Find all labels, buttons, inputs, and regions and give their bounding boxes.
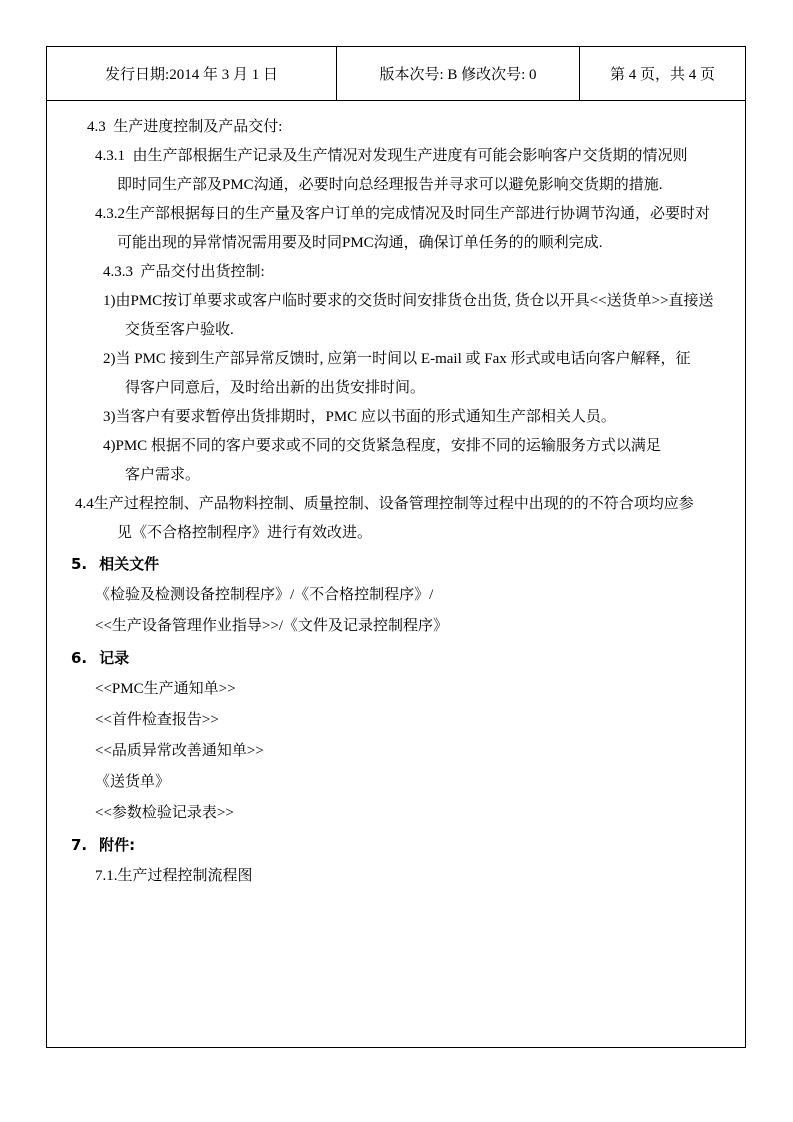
section-5-heading xyxy=(65,548,725,580)
document-page xyxy=(46,46,746,1048)
list-item-1-line2: 交货至客户验收. xyxy=(125,322,234,338)
header-version-cell xyxy=(337,47,580,100)
section-6-item: 《送货单》 xyxy=(95,774,171,790)
paragraph-4-3-2-line2: 可能出现的异常情况需用要及时同PMC沟通，确保订单任务的的顺利完成. xyxy=(117,235,603,251)
section-6-item: <<参数检验记录表>> xyxy=(95,805,234,821)
section-6-item: <<品质异常改善通知单>> xyxy=(95,743,264,759)
section-6-item: <<首件检查报告>> xyxy=(95,712,219,728)
header-issue-date-cell xyxy=(47,47,337,100)
section-7-item: 7.1.生产过程控制流程图 xyxy=(95,868,253,884)
list-item-2-line2: 得客户同意后，及时给出新的出货安排时间。 xyxy=(125,380,426,396)
section-5-item: <<生产设备管理作业指导>>/《文件及记录控制程序》 xyxy=(95,618,449,634)
section-6-item: <<PMC生产通知单>> xyxy=(95,681,236,697)
header-page-text: 第 4 页，共 4 页 xyxy=(609,67,715,83)
paragraph-4-4-line2: 见《不合格控制程序》进行有效改进。 xyxy=(117,525,373,541)
paragraph-4-3-title: 4.3 生产进度控制及产品交付: xyxy=(87,119,283,135)
header-issue-date-text: 发行日期:2014 年 3 月 1 日 xyxy=(105,67,278,83)
paragraph-4-3-3-title: 4.3.3 产品交付出货控制: xyxy=(103,264,265,280)
list-item-3-line1: 3)当客户有要求暂停出货排期时，PMC 应以书面的形式通知生产部相关人员。 xyxy=(103,409,616,425)
document-body xyxy=(47,101,745,892)
section-7-number: 7. xyxy=(71,836,88,854)
section-5-number: 5. xyxy=(71,555,88,573)
list-item-4-line2: 客户需求。 xyxy=(125,467,201,483)
list-item-1-line1: 1)由PMC按订单要求或客户临时要求的交货时间安排货仓出货, 货仓以开具<<送货单>>直接送 xyxy=(103,293,714,309)
section-6-title: 记录 xyxy=(99,649,130,667)
section-5-title: 相关文件 xyxy=(99,555,160,573)
header-page-cell xyxy=(580,47,745,100)
section-6-heading xyxy=(65,642,725,674)
section-5-item: 《检验及检测设备控制程序》/《不合格控制程序》/ xyxy=(95,587,434,603)
paragraph-4-3-1-line1: 4.3.1 由生产部根据生产记录及生产情况对发现生产进度有可能会影响客户交货期的情况则 xyxy=(95,148,688,164)
paragraph-4-3-2-line1: 4.3.2生产部根据每日的生产量及客户订单的完成情况及时同生产部进行协调节沟通，必要时对 xyxy=(95,206,711,222)
document-header-table xyxy=(47,47,745,101)
section-7-heading xyxy=(65,829,725,861)
header-version-text: 版本次号: B 修改次号: 0 xyxy=(379,67,537,83)
section-7-title: 附件: xyxy=(99,836,136,854)
section-6-number: 6. xyxy=(71,649,88,667)
list-item-2-line1: 2)当 PMC 接到生产部异常反馈时, 应第一时间以 E-mail 或 Fax 形式或电话向客户解释，征 xyxy=(103,351,691,367)
paragraph-4-4-line1: 4.4生产过程控制、产品物料控制、质量控制、设备管理控制等过程中出现的的不符合项均应参 xyxy=(75,496,694,512)
paragraph-4-3-1-line2: 即时同生产部及PMC沟通，必要时向总经理报告并寻求可以避免影响交货期的措施. xyxy=(117,177,663,193)
list-item-4-line1: 4)PMC 根据不同的客户要求或不同的交货紧急程度，安排不同的运输服务方式以满足 xyxy=(103,438,661,454)
